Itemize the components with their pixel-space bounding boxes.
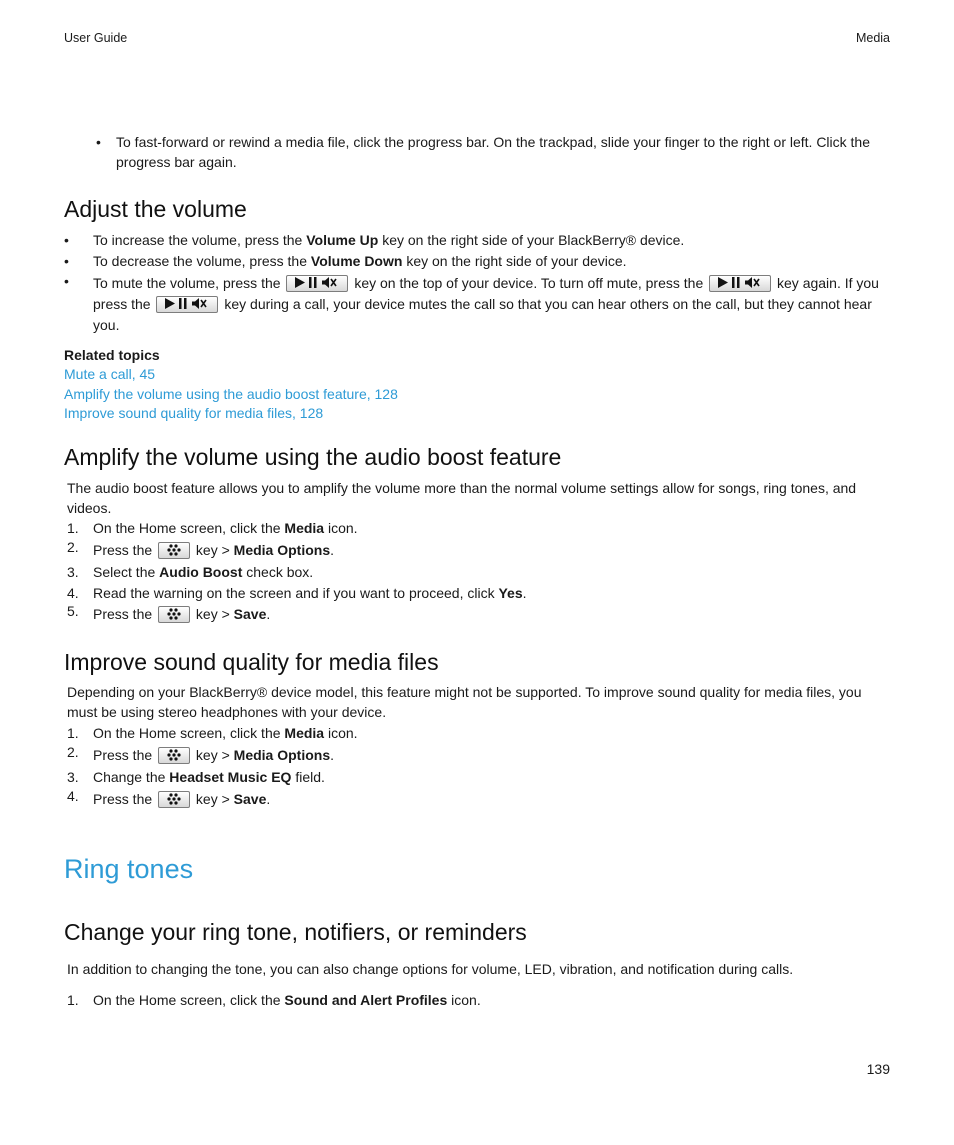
intro-bullet-text: To fast-forward or rewind a media file, click the progress bar. On the trackpad, slide your finger to the right or left. Click the progress bar again. <box>116 134 871 170</box>
related-link-sound-quality[interactable]: Improve sound quality for media files, 128 <box>64 405 324 421</box>
menu-key-icon <box>158 791 190 808</box>
play-pause-mute-key-icon <box>156 296 218 313</box>
play-pause-mute-key-icon <box>286 275 348 292</box>
related-link-mute-call[interactable]: Mute a call, 45 <box>64 366 156 382</box>
related-link-audio-boost[interactable]: Amplify the volume using the audio boost feature, 128 <box>64 386 398 402</box>
change-intro: In addition to changing the tone, you can also change options for volume, LED, vibration, and notification during calls. <box>67 961 794 977</box>
heading-adjust-volume: Adjust the volume <box>64 196 247 222</box>
bullet-marker: • <box>64 232 69 248</box>
bullet-marker: • <box>64 253 69 269</box>
play-pause-mute-key-icon <box>709 275 771 292</box>
heading-amplify-volume: Amplify the volume using the audio boost feature <box>64 444 562 470</box>
menu-key-icon <box>158 606 190 623</box>
page-number: 139 <box>866 1061 890 1077</box>
improve-intro: Depending on your BlackBerry® device model, this feature might not be supported. To improve sound quality for media files, you must be using stereo headphones with your device. <box>67 684 862 720</box>
intro-bullet <box>96 132 896 172</box>
menu-key-icon <box>158 747 190 764</box>
running-header-right: Media <box>855 31 890 45</box>
running-header-left: User Guide <box>64 31 128 45</box>
menu-key-icon <box>158 542 190 559</box>
amplify-intro: The audio boost feature allows you to amplify the volume more than the normal volume settings allow for songs, ring tones, and videos. <box>67 480 857 516</box>
bullet-marker: • <box>64 273 69 289</box>
heading-improve-sound: Improve sound quality for media files <box>64 649 439 675</box>
bullet-marker: • <box>96 134 101 150</box>
related-topics-label: Related topics <box>64 347 160 363</box>
heading-change-ringtone: Change your ring tone, notifiers, or reminders <box>64 919 527 945</box>
heading-ring-tones: Ring tones <box>64 854 194 884</box>
